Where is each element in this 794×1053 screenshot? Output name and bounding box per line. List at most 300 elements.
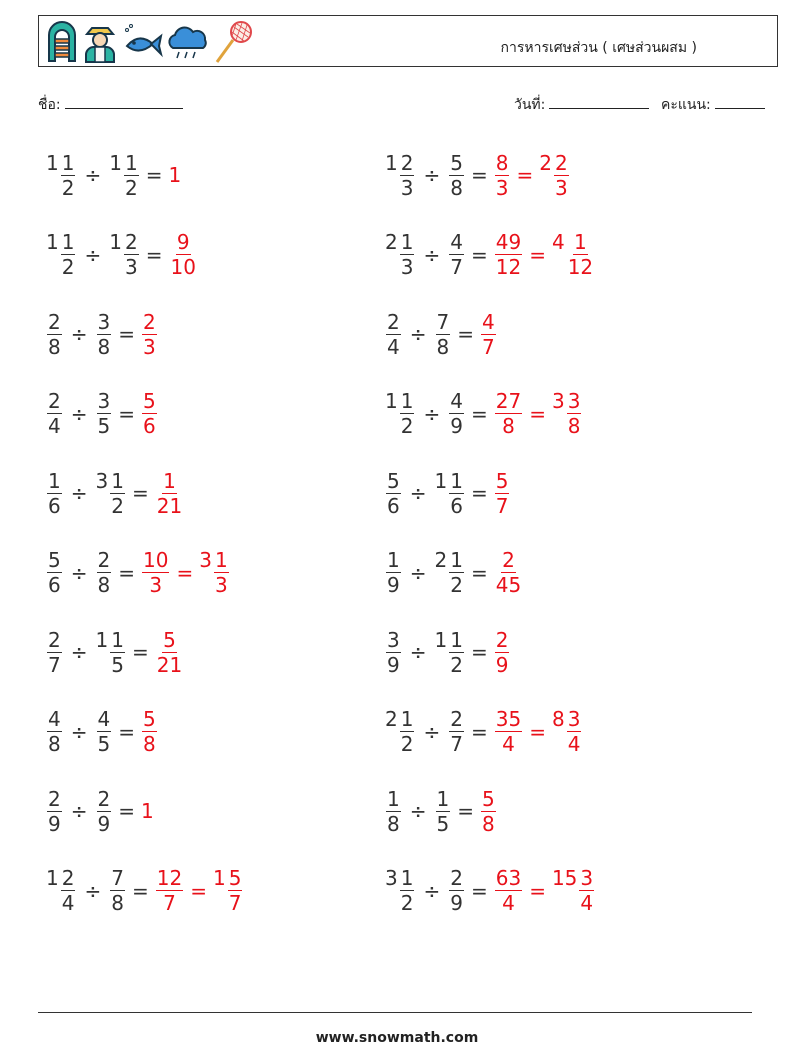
denominator: 4 [61,891,75,915]
fraction [495,707,522,756]
numerator: 5 [450,150,463,175]
denominator: 21 [156,652,183,677]
whole-part: 2 [434,548,448,572]
mixed-number [46,310,63,359]
denominator: 2 [61,255,75,279]
fraction [449,469,464,518]
problem-15 [46,702,158,762]
date-label: วันที่: [514,97,546,113]
numerator: 3 [567,389,581,413]
numerator: 3 [567,707,581,731]
denominator: 4 [502,891,515,915]
answer [494,628,511,677]
numerator: 2 [387,309,400,334]
equals-sign: = [131,640,149,664]
answer [141,707,158,756]
denominator: 10 [170,255,196,279]
fraction [386,548,401,597]
denominator: 45 [495,573,522,597]
fraction [400,230,415,279]
divide-sign: ÷ [84,242,102,267]
fraction [156,469,183,518]
numerator: 2 [124,230,138,254]
mixed-number [435,628,465,677]
denominator: 8 [143,732,156,756]
mixed-number [46,866,76,915]
denominator: 4 [580,891,594,915]
numerator: 2 [61,866,75,890]
numerator: 9 [176,230,190,254]
fraction [47,707,62,756]
problem-17 [46,781,155,841]
mixed-number [141,707,158,756]
mixed-number [435,548,465,597]
denominator: 6 [143,414,156,438]
worksheet-header [38,15,778,67]
mixed-number [385,230,415,279]
fraction [142,310,157,359]
numerator: 1 [387,786,400,811]
fraction [481,787,496,836]
fraction [142,389,157,438]
fraction [61,866,76,915]
score-field [661,94,765,116]
whole-part: 3 [95,468,109,493]
denominator: 3 [554,175,568,200]
numerator: 1 [163,468,176,493]
equals-sign: = [470,163,488,187]
mixed-number [385,310,402,359]
denominator: 2 [400,732,414,756]
equals-sign: = [470,560,488,585]
denominator: 21 [156,493,183,518]
fraction [400,389,415,438]
equals-sign: = [470,640,488,664]
whole-part: 1 [109,150,122,175]
fraction [495,151,510,200]
equals-sign: = [145,163,163,187]
denominator: 7 [228,891,242,915]
mixed-number [46,151,76,200]
fraction [567,230,594,279]
whole-part: 1 [95,627,109,652]
denominator: 6 [450,493,463,518]
answer [494,469,511,518]
whole-part: 2 [385,707,398,731]
fraction [495,866,522,915]
denominator: 8 [48,732,61,756]
fraction [97,389,112,438]
mixed-number [494,707,523,756]
mixed-number [213,866,243,915]
problem-12 [385,543,523,603]
whole-part: 1 [385,389,398,413]
fraction [495,389,522,438]
numerator: 5 [48,548,61,572]
score-blank [715,94,765,109]
answer [155,469,184,518]
equals-sign: = [470,878,488,903]
fraction [449,707,464,756]
denominator: 8 [97,334,111,359]
mixed-number [46,707,63,756]
numerator: 1 [450,627,463,652]
answer [141,799,155,823]
denominator: 8 [97,573,111,597]
mixed-number [96,787,113,836]
problem-14 [385,622,510,682]
equals-sign: = [470,481,488,505]
problem-20 [385,861,595,921]
fraction [436,787,451,836]
answer [494,866,595,915]
divide-sign: ÷ [423,401,441,426]
denominator: 7 [48,652,61,677]
denominator: 4 [48,414,61,438]
mixed-number [435,787,452,836]
divide-sign: ÷ [70,560,88,585]
mixed-number [155,628,184,677]
numerator: 2 [48,309,61,334]
mixed-number [141,389,158,438]
numerator: 4 [482,309,495,334]
fraction [400,151,415,200]
fraction [386,628,401,677]
problem-7 [46,384,158,444]
denominator: 9 [387,573,400,597]
worksheet-title: การหารเศษส่วน ( เศษส่วนผสม ) [500,40,697,56]
name-blank [65,94,183,109]
rain-cloud-icon [165,22,211,62]
equals-sign: = [470,401,488,426]
divide-sign: ÷ [409,640,427,664]
mixed-number [480,787,497,836]
problem-6 [385,304,497,364]
denominator: 3 [149,573,163,597]
denominator: 9 [450,891,463,915]
numerator: 1 [124,150,138,175]
divide-sign: ÷ [409,322,427,346]
mixed-number [155,469,184,518]
divide-sign: ÷ [409,481,427,505]
divide-sign: ÷ [70,401,88,426]
denominator: 9 [495,652,509,677]
fraction [436,310,451,359]
mixed-number [96,310,113,359]
problem-5 [46,304,158,364]
denominator: 5 [111,652,124,677]
problem-10 [385,463,510,523]
denominator: 4 [387,334,400,359]
fraction [495,230,522,279]
whole-part: 1 [434,468,448,493]
mixed-number [448,866,465,915]
numerator: 2 [48,786,61,811]
fraction [567,707,582,756]
mixed-number [46,787,63,836]
fraction [97,787,112,836]
problem-11 [46,543,230,603]
fraction [142,707,157,756]
fraction [156,866,183,915]
mixed-number [385,548,402,597]
denominator: 9 [450,414,463,438]
fraction [47,787,62,836]
numerator: 5 [143,389,156,413]
fraction [169,230,196,279]
whole-part: 8 [551,707,565,731]
date-field [514,94,649,116]
name-label: ชื่อ: [38,97,61,113]
problem-1 [46,145,182,205]
fraction [449,151,464,200]
divide-sign: ÷ [423,878,441,903]
mixed-number [109,866,126,915]
fraction [97,548,112,597]
numerator: 7 [111,866,124,890]
equals-sign: = [131,878,149,903]
numerator: 2 [48,389,61,413]
mixed-number [448,230,465,279]
denominator: 6 [387,493,400,518]
numerator: 2 [48,627,61,652]
whole-part: 1 [46,150,59,175]
mixed-number [552,389,582,438]
numerator: 4 [450,389,463,413]
whole-part: 2 [385,230,398,254]
denominator: 2 [61,175,75,200]
denominator: 12 [495,255,522,279]
fraction [124,230,139,279]
mixed-number [96,628,126,677]
numerator: 1 [400,389,414,413]
numerator: 1 [400,230,414,254]
answer [494,389,583,438]
mixed-number [448,707,465,756]
denominator: 4 [502,732,515,756]
fish-icon [121,22,163,62]
mixed-number [494,548,523,597]
fraction [386,787,401,836]
equals-sign: = [516,163,534,187]
denominator: 7 [450,255,463,279]
fraction [449,548,464,597]
answer [141,310,158,359]
numerator: 2 [97,786,111,811]
header-icons [45,19,253,65]
numerator: 3 [580,866,594,890]
numerator: 5 [482,786,495,811]
numerator: 3 [97,389,111,413]
numerator: 2 [143,309,156,334]
divide-sign: ÷ [84,163,102,187]
mixed-number [448,389,465,438]
equals-sign: = [529,878,546,903]
numerator: 49 [495,230,522,254]
numerator: 1 [400,707,414,731]
fraction [97,310,112,359]
fisherman-icon [81,20,119,64]
whole-part: 3 [385,866,398,890]
problem-3 [46,225,198,285]
numerator: 5 [163,627,176,652]
footer-divider [38,1012,752,1013]
numerator: 1 [450,468,463,493]
divide-sign: ÷ [70,481,88,505]
mixed-number [552,707,582,756]
fraction [449,866,464,915]
whole-part: 1 [46,230,59,254]
numerator: 8 [495,150,509,175]
numerator: 3 [97,309,111,334]
fraction [400,707,415,756]
fraction [47,548,62,597]
denominator: 8 [450,175,463,200]
divide-sign: ÷ [423,163,441,187]
fraction [228,866,243,915]
numerator: 27 [495,389,522,413]
fraction [110,866,125,915]
numerator: 2 [97,548,111,572]
mixed-number [141,310,158,359]
problem-19 [46,861,243,921]
denominator: 8 [567,414,581,438]
denominator: 8 [387,811,400,836]
denominator: 9 [48,811,61,836]
mixed-number [552,230,595,279]
numerator: 1 [436,786,450,811]
mixed-number [109,230,139,279]
denominator: 4 [567,732,581,756]
numerator: 1 [61,150,75,175]
equals-sign: = [529,401,546,426]
mixed-number [141,799,155,823]
whole-part: 1 [109,230,122,254]
mixed-number [552,866,595,915]
fraction [47,628,62,677]
answer [168,163,182,187]
whole-part: 3 [199,548,212,572]
answer [155,866,244,915]
numerator: 3 [387,627,400,652]
whole-part: 1 [212,866,226,890]
denominator: 6 [48,573,61,597]
whole-part: 2 [539,150,552,175]
denominator: 7 [450,732,463,756]
answer [494,151,570,200]
denominator: 3 [214,573,228,597]
whole-part: 1 [46,866,59,890]
denominator: 9 [387,652,400,677]
denominator: 7 [482,334,495,359]
equals-sign: = [190,878,207,903]
mixed-number [480,310,497,359]
fraction [156,628,183,677]
numerator: 2 [400,150,414,175]
mixed-number [96,389,113,438]
mixed-number [168,230,197,279]
divide-sign: ÷ [70,640,88,664]
mixed-number [109,151,139,200]
whole-part: 4 [551,230,565,254]
whole-part: 1 [141,799,154,823]
fraction [47,469,62,518]
fraction [124,151,139,200]
mixed-number [494,628,511,677]
fraction [495,469,510,518]
mixed-number [46,548,63,597]
problem-8 [385,384,582,444]
whole-part: 3 [551,389,565,413]
footer-site: www.snowmath.com [315,1030,479,1046]
mixed-number [435,469,465,518]
fraction [449,230,464,279]
mixed-number [46,469,63,518]
mixed-number [385,389,415,438]
fraction [47,389,62,438]
fishing-net-icon [213,20,253,64]
mixed-number [494,151,511,200]
denominator: 8 [436,334,450,359]
denominator: 5 [436,811,450,836]
denominator: 3 [143,334,156,359]
date-blank [549,94,649,109]
denominator: 6 [48,493,61,518]
answer [494,707,583,756]
fraction [554,151,569,200]
fraction [579,866,594,915]
fraction [47,310,62,359]
divide-sign: ÷ [409,560,427,585]
numerator: 1 [48,468,61,493]
denominator: 12 [567,255,594,279]
numerator: 35 [495,707,522,731]
mixed-number [385,469,402,518]
denominator: 9 [97,811,111,836]
denominator: 3 [124,255,138,279]
mixed-number [385,151,415,200]
fraction [142,548,169,597]
answer [480,787,497,836]
mixed-number [539,151,569,200]
mixed-number [46,230,76,279]
equals-sign: = [457,799,474,823]
numerator: 1 [450,548,463,572]
numerator: 7 [436,309,450,334]
mixed-number [494,389,523,438]
mixed-number [494,230,523,279]
fraction [495,628,510,677]
numerator: 12 [156,866,183,890]
divide-sign: ÷ [70,322,88,346]
equals-sign: = [118,560,135,585]
mixed-number [141,548,170,597]
denominator: 3 [400,255,414,279]
mixed-number [96,548,113,597]
numerator: 4 [97,707,111,731]
numerator: 5 [387,468,400,493]
equals-sign: = [118,719,135,744]
fraction [567,389,582,438]
mixed-number [494,866,523,915]
mixed-number [46,389,63,438]
fraction [61,230,76,279]
denominator: 2 [111,493,124,518]
denominator: 8 [482,811,495,836]
equals-sign: = [457,322,474,346]
fraction [97,707,112,756]
whole-part: 1 [385,150,398,175]
